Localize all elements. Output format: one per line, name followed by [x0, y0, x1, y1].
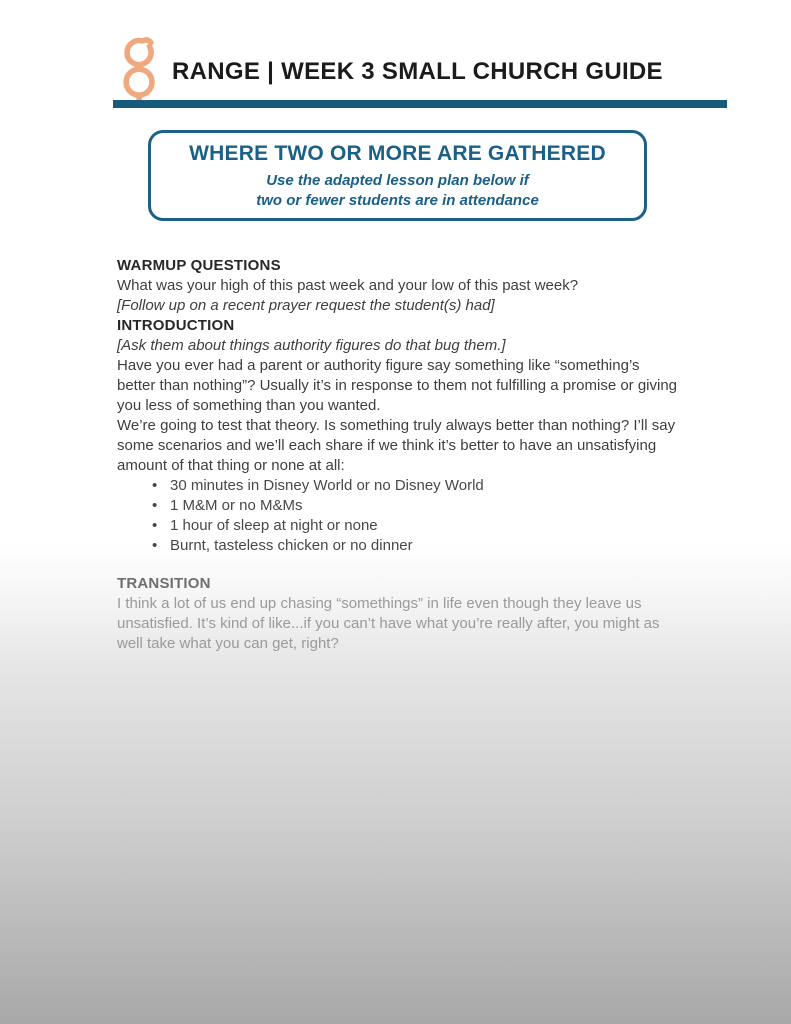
- transition-heading: TRANSITION: [117, 575, 211, 592]
- list-item: • 1 M&M or no M&Ms: [170, 496, 679, 516]
- lesson-content: [117, 256, 679, 654]
- warmup-heading: WARMUP QUESTIONS: [117, 257, 281, 274]
- introduction-paragraph-2: We’re going to test that theory. Is something truly always better than nothing? I’ll say some scenarios and we’ll each share if we think it’s better to have an unsatisfying amount of that thing or none at all:: [117, 417, 676, 474]
- callout-title: WHERE TWO OR MORE ARE GATHERED: [189, 142, 606, 165]
- callout-subtitle-line2: two or fewer students are in attendance: [256, 192, 539, 209]
- warmup-followup-note: [Follow up on a recent prayer request the student(s) had]: [117, 297, 495, 314]
- header-divider: [113, 100, 727, 108]
- introduction-heading: INTRODUCTION: [117, 317, 235, 334]
- page-title: RANGE | WEEK 3 SMALL CHURCH GUIDE: [172, 58, 663, 85]
- list-item: • Burnt, tasteless chicken or no dinner: [170, 536, 679, 556]
- list-item: • 30 minutes in Disney World or no Disney World: [170, 476, 679, 496]
- introduction-paragraph-1: Have you ever had a parent or authority figure say something like “something’s better than nothing”? Usually it’s in response to them not fulfilling a promise or giving you less of something than you wanted.: [117, 357, 678, 414]
- transition-paragraph: I think a lot of us end up chasing “somethings” in life even though they leave us unsatisfied. It’s kind of like...if you can’t have what you’re really after, you might as well take what you can get, right?: [117, 595, 660, 652]
- list-item: • 1 hour of sleep at night or none: [170, 516, 679, 536]
- callout-subtitle-line1: Use the adapted lesson plan below if: [266, 172, 529, 189]
- scenario-list: [117, 476, 679, 556]
- introduction-prompt-note: [Ask them about things authority figures do that bug them.]: [117, 337, 506, 354]
- range-g-logo-icon: [116, 36, 164, 108]
- callout-box: [148, 130, 647, 221]
- warmup-question: What was your high of this past week and your low of this past week?: [117, 277, 579, 294]
